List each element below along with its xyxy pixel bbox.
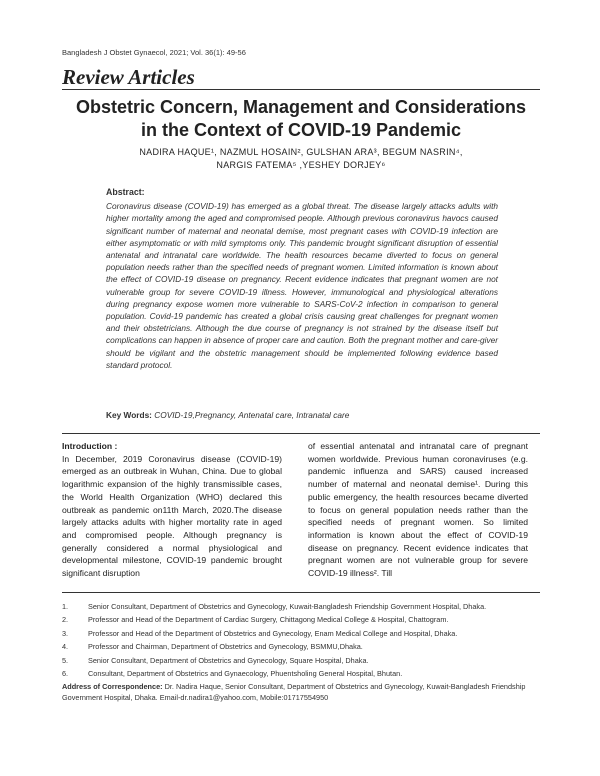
footnote [62, 655, 540, 666]
abstract [106, 186, 498, 371]
body-column-right [308, 440, 528, 580]
introduction-heading: Introduction : [62, 441, 118, 451]
keywords-value: COVID-19,Pregnancy, Antenatal care, Intranatal care [154, 410, 350, 420]
left-column-text: In December, 2019 Coronavirus disease (COVID-19) emerged as an outbreak in Wuhan, China. Due to global logarithmic expansion of the highly transmissible cases, the World Health Organization (WHO) declared this outbreak as pandemic on11th March, 2020.The disease largely attacks adults with higher mortality rate in aged and compromised people. Although pregnancy is generally considered a normal physiological and developmental milestone, COVID-19 pandemic brought significant disruption [62, 453, 282, 579]
footnote-text: Senior Consultant, Department of Obstetrics and Gynecology, Square Hospital, Dhaka. [88, 655, 369, 665]
article-title [62, 96, 540, 142]
keywords [106, 410, 498, 420]
footnote-number: 5. [62, 655, 69, 665]
title-line-1: Obstetric Concern, Management and Considerations [75, 97, 527, 117]
footnotes [62, 601, 540, 703]
footnote-number: 1. [62, 602, 69, 611]
footnote-text: Consultant, Department of Obstetrics and Gynaecology, Phuentsholing General Hospital, Bhutan. [88, 668, 403, 678]
footnote [62, 601, 540, 612]
footnote-text: Senior Consultant, Department of Obstetrics and Gynecology, Kuwait-Bangladesh Friendship Government Hospital, Dhaka. [88, 602, 487, 611]
footnote-text: Professor and Head of the Department of Obstetrics and Gynecology, Enam Medical College and Hospital, Dhaka. [88, 628, 458, 638]
footnote-text: Professor and Head of the Department of Cardiac Surgery, Chittagong Medical College & Hospital, Chattogram. [88, 615, 449, 625]
body-column-left [62, 440, 282, 580]
footnote-number: 2. [62, 615, 69, 625]
header-divider [62, 89, 540, 90]
footnote-text: Professor and Chairman, Department of Obstetrics and Gynecology, BSMMU,Dhaka. [88, 642, 363, 652]
title-line-2: in the Context of COVID-19 Pandemic [140, 120, 462, 140]
footnote [62, 628, 540, 639]
journal-reference: Bangladesh J Obstet Gynaecol, 2021; Vol. 36(1): 49-56 [62, 48, 246, 57]
footnote [62, 668, 540, 679]
footnote-number: 6. [62, 668, 69, 678]
section-label: Review Articles [62, 65, 195, 89]
footnote [62, 614, 540, 625]
footnote [62, 641, 540, 652]
authors-line-2: NARGIS FATEMA⁵ ,YESHEY DORJEY⁶ [216, 160, 386, 170]
author-list [62, 146, 540, 172]
authors-line-1: NADIRA HAQUE¹, NAZMUL HOSAIN², GULSHAN ARA³, BEGUM NASRIN⁴, [139, 147, 463, 157]
footnote-number: 4. [62, 642, 69, 652]
footnote-divider [62, 592, 540, 593]
abstract-text: Coronavirus disease (COVID-19) has emerged as a global threat. The disease largely attacks adults with higher mortality among the aged and compromised people. Although previous coronavirus havocs caused significant number of maternal and neonatal demise, most pregnant cases with COVID-19 infection are either asymptomatic or with mild symptoms only. This pandemic brought significant disruption of essential antenatal and intranatal care worldwide. The health resources became diverted to focus on general population needs rather than the specified needs of pregnant women. Limited information is known about the effect of COVID-19 disease on pregnancy. Recent evidence indicates that pregnant women are not vulnerable group for severe COVID-19 illness. However, immunological and physiological alterations during pregnancy expose women more vulnerable to SARS-CoV-2 infection in comparison to general population. Covid-19 pandemic has created a global crisis causing great challenges for pregnant women and their obstetricians. Although the due course of pregnancy is not strained by the disease itself but complications can happen in absence of proper care and caution. Both the pregnant mother and care-giver should be vigilant and the obstetric management should be implemented following evidence based standard protocol. [106, 201, 498, 370]
correspondence-label: Address of Correspondence: [62, 682, 163, 692]
correspondence-address [62, 681, 540, 703]
correspondence-text: Dr. Nadira Haque, Senior Consultant, Department of Obstetrics and Gynecology, Kuwait-Bangladesh Friendship Government Hospital, Dhaka. Email-dr.nadira1@yahoo.com, Mobile:01717554950 [62, 682, 526, 703]
right-column-text: of essential antenatal and intranatal care of pregnant women worldwide. Previous human coronaviruses (e.g. pandemic influenza and SARS) caused increased number of maternal and neonatal demise¹. During this public emergency, the health resources became diverted to focus on general population needs rather than the specified needs of pregnant women. So limited information is known about the effect of COVID-19 disease on pregnancy. Recent evidence indicates that pregnant women are not vulnerable group for severe COVID-19 illness². Till [308, 441, 528, 579]
footnote-number: 3. [62, 628, 69, 638]
body-divider [62, 433, 540, 434]
keywords-label: Key Words: [106, 410, 152, 420]
abstract-label: Abstract: [106, 187, 145, 197]
